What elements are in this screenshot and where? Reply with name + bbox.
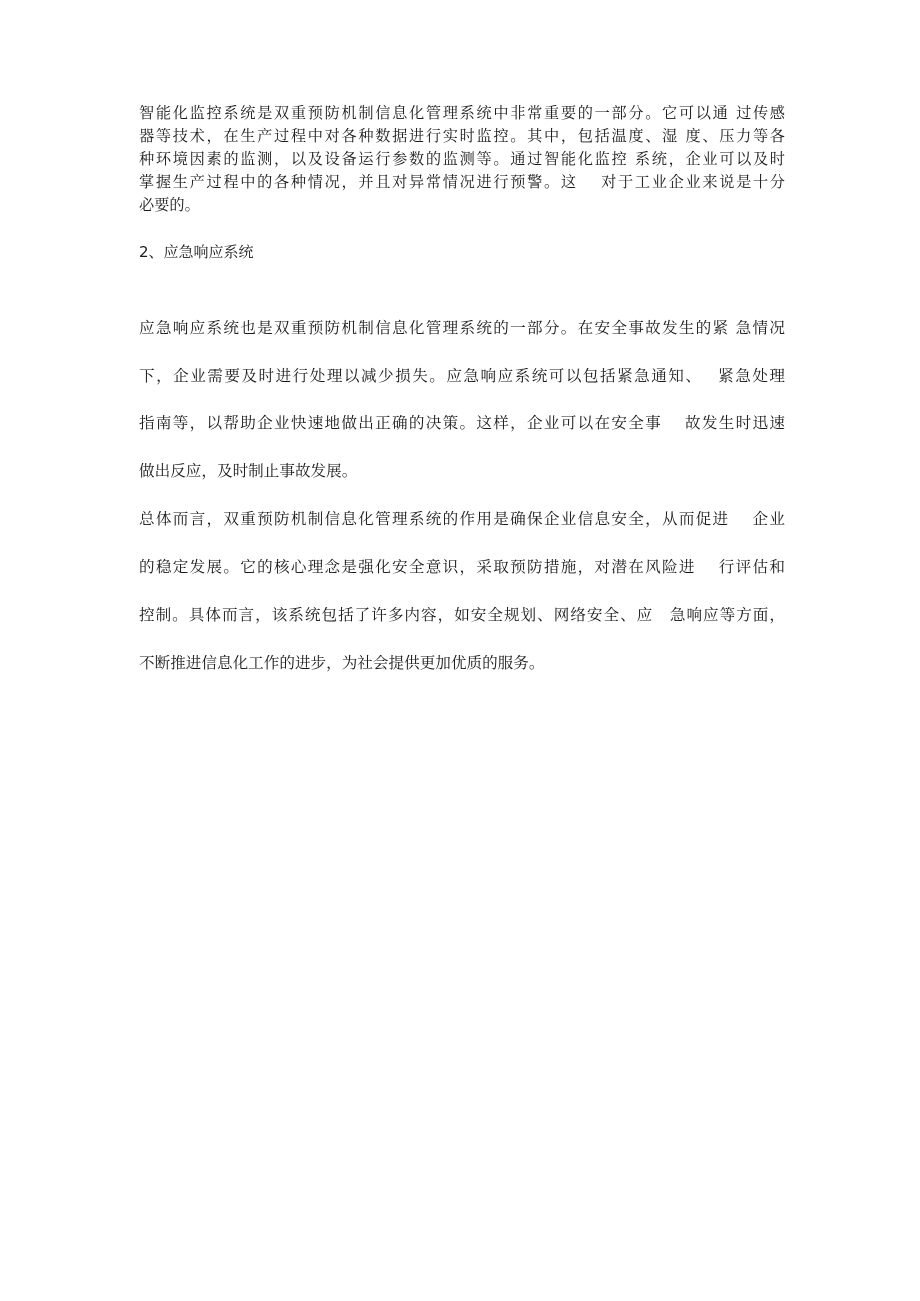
paragraph-line: 指南等，以帮助企业快速地做出正确的决策。这样，企业可以在安全事 故发生时迅速: [139, 414, 785, 432]
paragraph-line: 总体而言，双重预防机制信息化管理系统的作用是确保企业信息安全，从而促进 企业: [139, 510, 785, 528]
paragraph-line: 的稳定发展。它的核心理念是强化安全意识，采取预防措施，对潜在风险进 行评估和: [139, 558, 785, 576]
paragraph-line: 掌握生产过程中的各种情况，并且对异常情况进行预警。这 对于工业企业来说是十分: [139, 173, 785, 191]
paragraph-line: 器等技术，在生产过程中对各种数据进行实时监控。其中，包括温度、湿 度、压力等各: [139, 127, 785, 145]
section-heading: 2、应急响应系统: [139, 243, 254, 261]
paragraph-line: 必要的。: [139, 196, 200, 214]
paragraph-line: 不断推进信息化工作的进步，为社会提供更加优质的服务。: [139, 654, 545, 672]
paragraph-line: 种环境因素的监测，以及设备运行参数的监测等。通过智能化监控 系统，企业可以及时: [139, 150, 785, 168]
paragraph-line: 做出反应，及时制止事故发展。: [139, 462, 358, 480]
paragraph-line: 下，企业需要及时进行处理以减少损失。应急响应系统可以包括紧急通知、 紧急处理: [139, 367, 785, 385]
paragraph-line: 控制。具体而言，该系统包括了许多内容，如安全规划、网络安全、应 急响应等方面，: [139, 606, 785, 624]
paragraph-line: 应急响应系统也是双重预防机制信息化管理系统的一部分。在安全事故发生的紧 急情况: [139, 319, 785, 337]
paragraph-line: 智能化监控系统是双重预防机制信息化管理系统中非常重要的一部分。它可以通 过传感: [139, 104, 785, 122]
